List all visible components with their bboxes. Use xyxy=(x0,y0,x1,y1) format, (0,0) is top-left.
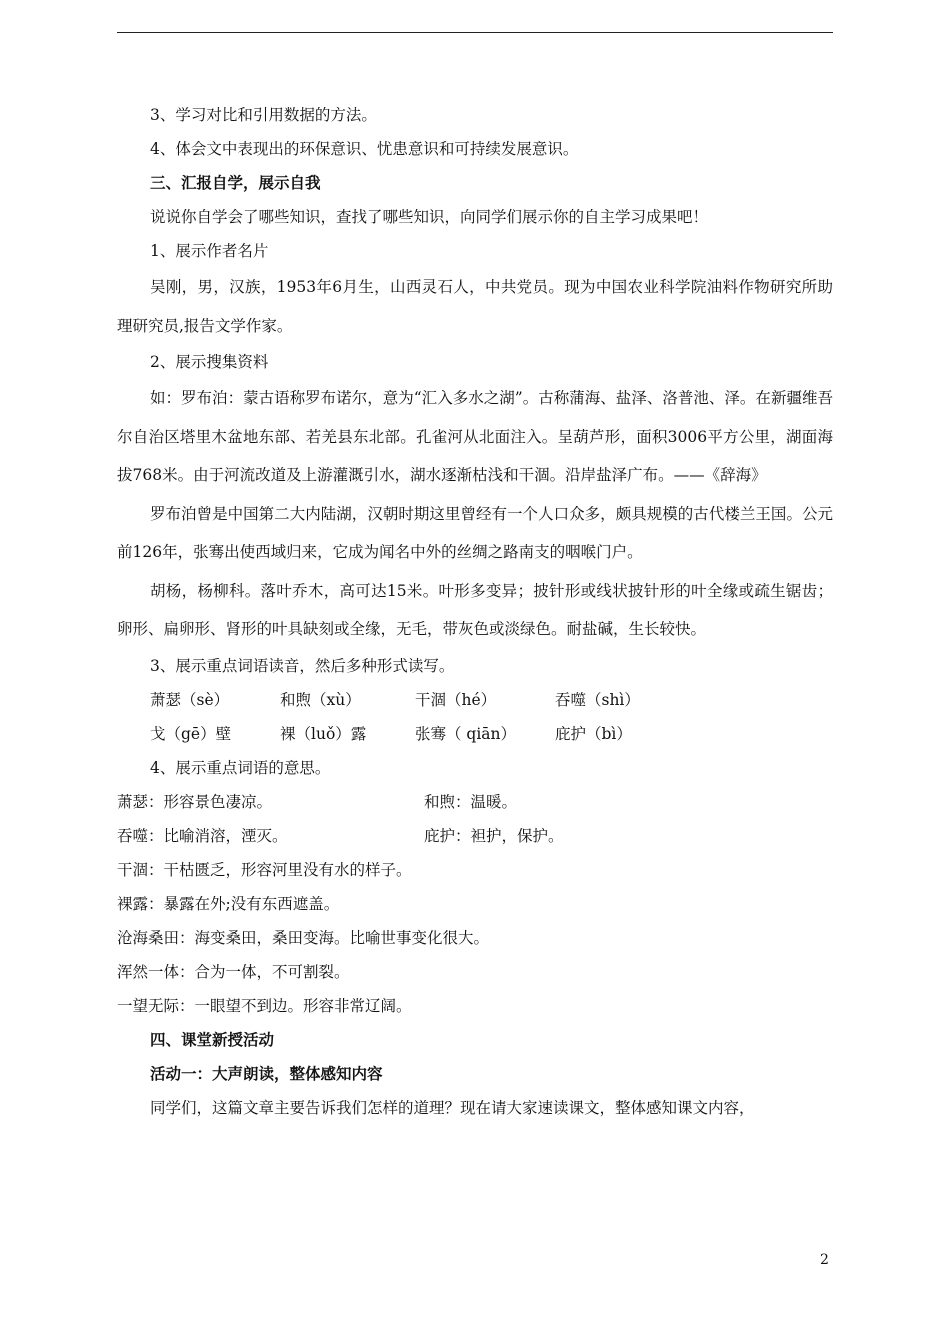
meaning-entry: 沧海桑田：海变桑田，桑田变海。比喻世事变化很大。 xyxy=(117,928,490,947)
item-materials: 2、展示搜集资料 xyxy=(150,353,269,371)
meaning-entry: 浑然一体：合为一体，不可割裂。 xyxy=(117,962,350,981)
pinyin-word: 干涸（hé） xyxy=(415,690,497,709)
meaning-entry: 吞噬：比喻消溶，湮灭。 xyxy=(117,826,288,845)
pinyin-word: 庇护（bì） xyxy=(555,724,632,743)
pinyin-word: 裸（luǒ）露 xyxy=(280,724,367,743)
meaning-entry: 和煦：温暖。 xyxy=(424,792,518,811)
objective-3: 3、学习对比和引用数据的方法。 xyxy=(150,106,377,124)
section-heading-4: 四、课堂新授活动 xyxy=(150,1029,275,1049)
pinyin-word: 和煦（xù） xyxy=(280,690,361,709)
paragraph-lop-nur: 如：罗布泊：蒙古语称罗布诺尔，意为“汇入多水之湖”。古称蒲海、盐泽、洛普池、泽。在新疆维吾尔自治区塔里木盆地东部、若羌县东北部。孔雀河从北面注入。呈葫芦形，面积3006平方公里，湖面海拔768米。由于河流改道及上游灌溉引水，湖水逐渐枯浅和干涸。沿岸盐泽广布。——《辞海》 xyxy=(117,389,833,484)
meaning-entry: 一望无际：一眼望不到边。形容非常辽阔。 xyxy=(117,996,412,1015)
header-rule xyxy=(117,32,833,33)
activity-text: 同学们，这篇文章主要告诉我们怎样的道理？现在请大家速读课文，整体感知课文内容， xyxy=(150,1098,755,1117)
paragraph-poplar: 胡杨，杨柳科。落叶乔木，高可达15米。叶形多变异；披针形或线状披针形的叶全缘或疏生锯齿；卵形、扁卵形、肾形的叶具缺刻或全缘，无毛，带灰色或淡绿色。耐盐碱，生长较快。 xyxy=(117,581,833,638)
item-author-card: 1、展示作者名片 xyxy=(150,242,269,260)
activity-heading-1: 活动一：大声朗读，整体感知内容 xyxy=(150,1063,383,1083)
item-pronunciation: 3、展示重点词语读音，然后多种形式读写。 xyxy=(150,656,455,675)
pinyin-word: 萧瑟（sè） xyxy=(150,690,230,709)
meaning-row-2 xyxy=(117,819,833,853)
meaning-entry: 庇护：袒护，保护。 xyxy=(424,826,564,845)
pinyin-row-2 xyxy=(117,717,833,751)
author-bio: 吴刚，男，汉族，1953年6月生，山西灵石人，中共党员。现为中国农业科学院油料作物研究所助理研究员,报告文学作家。 xyxy=(117,278,833,335)
section-heading-3: 三、汇报自学，展示自我 xyxy=(150,173,321,192)
objective-4: 4、体会文中表现出的环保意识、忧患意识和可持续发展意识。 xyxy=(150,140,579,158)
meaning-entry: 裸露：暴露在外;没有东西遮盖。 xyxy=(117,894,340,913)
section-intro: 说说你自学会了哪些知识，查找了哪些知识，向同学们展示你的自主学习成果吧！ xyxy=(150,208,709,226)
paragraph-loulan: 罗布泊曾是中国第二大内陆湖，汉朝时期这里曾经有一个人口众多，颇具规模的古代楼兰王国。公元前126年，张骞出使西域归来，它成为闻名中外的丝绸之路南支的咽喉门户。 xyxy=(117,504,833,561)
page-number: 2 xyxy=(820,1252,829,1268)
meaning-entry: 干涸：干枯匮乏，形容河里没有水的样子。 xyxy=(117,860,412,879)
pinyin-word: 张骞（ qiān） xyxy=(415,724,517,743)
pinyin-word: 吞噬（shì） xyxy=(555,690,640,709)
meaning-entry: 萧瑟：形容景色凄凉。 xyxy=(117,792,273,811)
page-body xyxy=(117,98,833,1125)
item-meanings: 4、展示重点词语的意思。 xyxy=(150,758,331,777)
pinyin-word: 戈（gē）壁 xyxy=(150,724,232,743)
pinyin-row-1 xyxy=(117,683,833,717)
meaning-row-1 xyxy=(117,785,833,819)
